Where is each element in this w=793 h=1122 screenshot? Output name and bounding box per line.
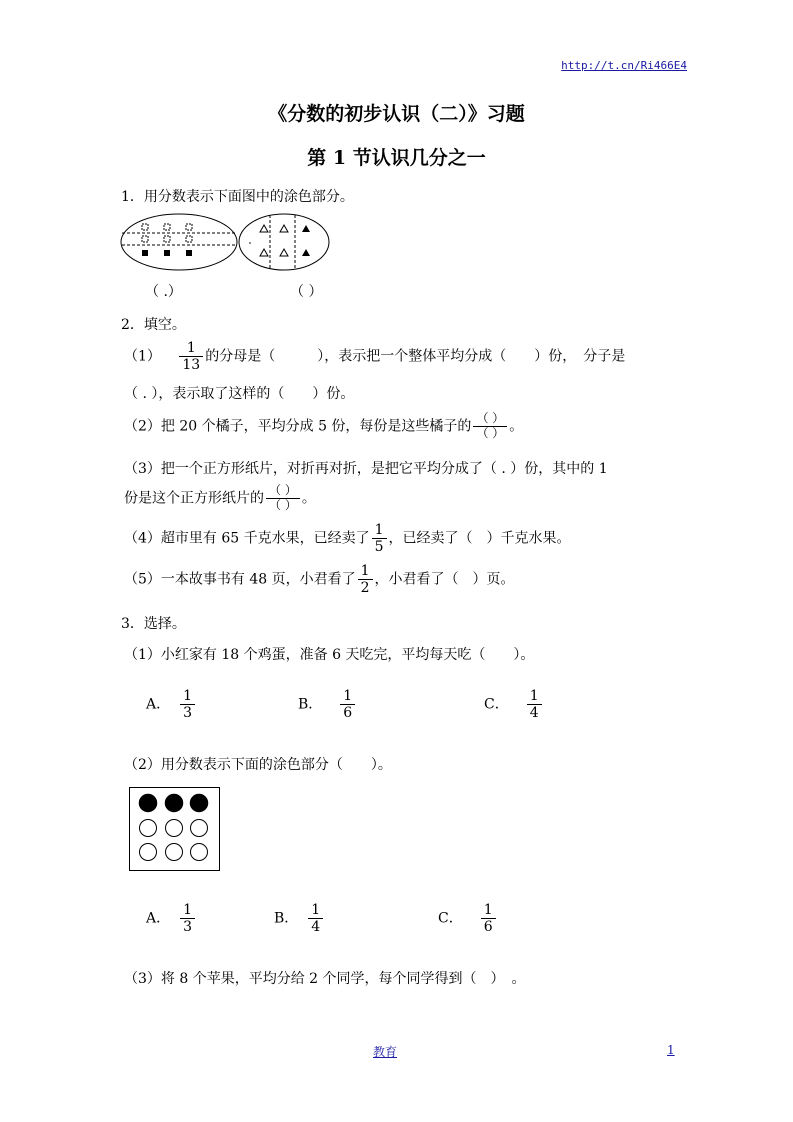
fraction-numerator: 1	[340, 688, 355, 705]
option-a-1[interactable]	[146, 688, 197, 721]
fraction-blank[interactable]	[266, 484, 300, 513]
option-b-1[interactable]	[298, 688, 357, 721]
question-2-part-1-line-2: （ . ），表示取了这样的（ ）份。	[124, 386, 355, 402]
option-label: C．	[484, 696, 509, 713]
question-1-blank-a[interactable]: （ .）	[145, 284, 182, 300]
fraction-blank[interactable]	[473, 412, 507, 441]
question-2-part-4	[124, 522, 571, 555]
fraction-denominator: 4	[311, 919, 321, 936]
question-3-sub-1: （1）小红家有 18 个鸡蛋，准备 6 天吃完，平均每天吃（ ）。	[124, 647, 535, 663]
option-label: B．	[298, 696, 323, 713]
figure-a-ellipse	[121, 214, 237, 270]
fraction-denominator[interactable]: （ ）	[269, 497, 297, 512]
question-2-part-3-line-1: （3）把一个正方形纸片，对折再对折，是把它平均分成了（ . ）份，其中的 1	[124, 461, 608, 477]
fraction-1-2	[358, 563, 373, 596]
question-2-part-2	[124, 412, 523, 441]
option-a-2[interactable]	[146, 902, 197, 935]
part-3-text: 份是这个正方形纸片的	[124, 490, 264, 507]
option-label: C．	[438, 910, 463, 927]
fraction-denominator: 5	[374, 539, 384, 556]
option-b-2[interactable]	[274, 902, 325, 935]
fraction-numerator: 1	[481, 902, 496, 919]
option-fraction	[527, 688, 542, 721]
fraction-denominator: 2	[360, 580, 370, 597]
part-5-text-b: ，小君看了（ ）页。	[374, 571, 515, 588]
fraction-denominator[interactable]: （ ）	[476, 425, 505, 440]
part-4-text-a: （4）超市里有 65 千克水果，已经卖了	[124, 530, 370, 547]
circles-grid-figure	[129, 787, 221, 872]
fraction-numerator: 1	[358, 563, 373, 580]
fraction-1-13	[179, 340, 203, 373]
option-fraction	[308, 902, 323, 935]
question-3-sub-3: （3）将 8 个苹果，平均分给 2 个同学，每个同学得到（ ） 。	[124, 971, 526, 987]
fraction-denominator: 6	[483, 919, 493, 936]
question-3-text: 3．选择。	[121, 616, 186, 632]
part-4-text-b: ，已经卖了（ ）千克水果。	[388, 530, 571, 547]
fraction-numerator: 1	[179, 340, 203, 357]
question-2-part-3-line-2	[124, 484, 316, 513]
fraction-denominator: 3	[183, 919, 193, 936]
part-2-text: （2）把 20 个橘子，平均分成 5 份，每份是这些橘子的	[124, 418, 472, 435]
page-number: 1	[667, 1043, 675, 1057]
page-title: 《分数的初步认识（二）》习题	[268, 103, 525, 125]
option-fraction	[340, 688, 355, 721]
option-c-1[interactable]	[484, 688, 544, 721]
question-2-text: 2．填空。	[121, 317, 186, 333]
fraction-numerator: 1	[372, 522, 387, 539]
option-label: A．	[146, 910, 171, 927]
option-label: A．	[146, 696, 171, 713]
header-url-link[interactable]: http://t.cn/Ri466E4	[561, 59, 687, 72]
question-1-figures	[117, 212, 342, 276]
fraction-numerator[interactable]: （ ）	[473, 412, 507, 427]
question-1-text: 1．用分数表示下面图中的涂色部分。	[121, 189, 354, 205]
fraction-denominator: 3	[183, 705, 193, 722]
fraction-1-5	[372, 522, 387, 555]
fraction-denominator: 4	[529, 705, 539, 722]
part-2-end: 。	[509, 418, 524, 435]
option-fraction	[180, 902, 195, 935]
part-5-text-a: （5）一本故事书有 48 页，小君看了	[124, 571, 356, 588]
fraction-numerator: 1	[308, 902, 323, 919]
part-3-end: 。	[301, 490, 316, 507]
question-2-part-1	[124, 340, 625, 373]
fraction-numerator: 1	[527, 688, 542, 705]
fraction-denominator: 13	[182, 357, 201, 374]
option-label: B．	[274, 910, 299, 927]
fraction-numerator[interactable]: （ ）	[266, 484, 300, 499]
section-subtitle: 第 1 节认识几分之一	[307, 147, 486, 169]
question-1-blank-b[interactable]: （ ）	[290, 284, 323, 300]
footer-center-link[interactable]: 教育	[373, 1045, 398, 1059]
question-2-part-5	[124, 563, 515, 596]
figure-b-ellipse	[239, 214, 329, 270]
option-fraction	[481, 902, 496, 935]
part-1-prefix: （1）	[124, 348, 161, 365]
option-c-2[interactable]	[438, 902, 498, 935]
part-1-text: 的分母是（ ），表示把一个整体平均分成（ ）份， 分子是	[205, 348, 626, 365]
option-fraction	[180, 688, 195, 721]
fraction-numerator: 1	[180, 902, 195, 919]
fraction-denominator: 6	[343, 705, 353, 722]
fraction-numerator: 1	[180, 688, 195, 705]
question-3-sub-2: （2）用分数表示下面的涂色部分（ ）。	[124, 757, 392, 773]
